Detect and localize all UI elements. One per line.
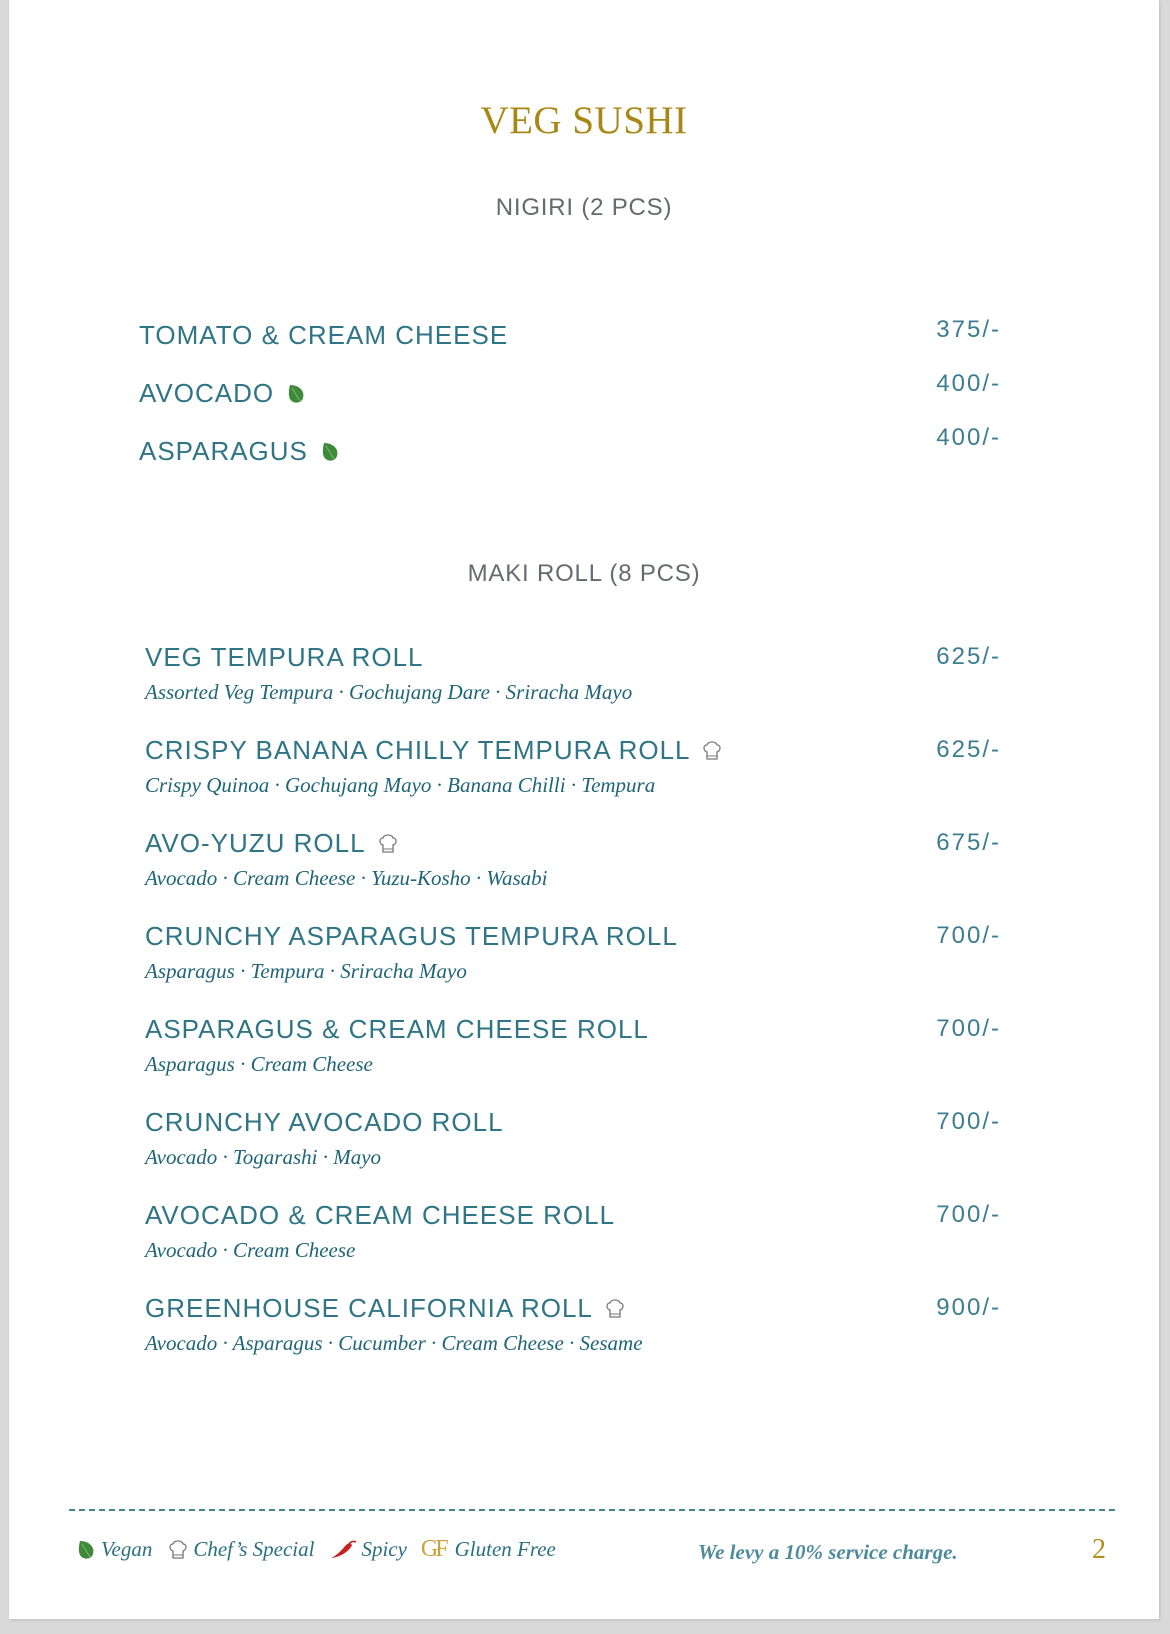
menu-item-name (145, 828, 400, 859)
legend-vegan (74, 1537, 152, 1562)
chili-pepper-icon (328, 1538, 358, 1562)
menu-item-name (139, 320, 508, 351)
legend-spicy (328, 1537, 406, 1562)
menu-item-price: 675/- (936, 829, 1001, 856)
section-heading-maki: MAKI ROLL (8 PCS) (467, 560, 701, 587)
vegan-leaf-icon (318, 440, 342, 464)
menu-item-price: 375/- (936, 316, 1001, 343)
menu-item-name (145, 921, 678, 952)
item-name-text: AVO-YUZU ROLL (145, 828, 366, 858)
menu-item-price: 400/- (936, 424, 1001, 451)
legend-label: Gluten Free (454, 1537, 556, 1561)
item-name-text: VEG TEMPURA ROLL (145, 642, 424, 672)
legend-gluten-free (421, 1536, 556, 1563)
menu-item-description: Assorted Veg Tempura · Gochujang Dare · Sriracha Mayo (145, 680, 633, 704)
menu-item-description: Asparagus · Tempura · Sriracha Mayo (145, 959, 467, 983)
vegan-leaf-icon (284, 382, 308, 406)
menu-item-price: 700/- (936, 922, 1001, 949)
item-name-text: GREENHOUSE CALIFORNIA ROLL (145, 1293, 593, 1323)
item-name-text: ASPARAGUS & CREAM CHEESE ROLL (145, 1014, 649, 1044)
menu-item-description: Avocado · Asparagus · Cucumber · Cream Cheese · Sesame (145, 1331, 643, 1355)
item-name-text: CRUNCHY AVOCADO ROLL (145, 1107, 504, 1137)
menu-item-name (145, 642, 424, 673)
menu-item-price: 900/- (936, 1294, 1001, 1321)
menu-item-price: 700/- (936, 1108, 1001, 1135)
menu-item-name (145, 1200, 615, 1231)
menu-item-name (145, 1107, 504, 1138)
legend-label: Spicy (361, 1537, 407, 1561)
item-name-text: AVOCADO (139, 378, 275, 408)
gluten-free-icon: GF (420, 1536, 446, 1562)
legend-chef-special (166, 1537, 314, 1562)
menu-item-description: Avocado · Togarashi · Mayo (145, 1145, 382, 1169)
menu-item-price: 700/- (936, 1201, 1001, 1228)
item-name-text: ASPARAGUS (139, 436, 308, 466)
menu-item-name (139, 436, 342, 467)
menu-item-price: 625/- (936, 736, 1001, 763)
menu-item-description: Avocado · Cream Cheese · Yuzu-Kosho · Wasabi (145, 866, 548, 890)
menu-item-price: 625/- (936, 643, 1001, 670)
item-name-text: TOMATO & CREAM CHEESE (139, 320, 509, 350)
menu-item-name (139, 378, 308, 409)
menu-page (9, 0, 1159, 1619)
page-number: 2 (1092, 1534, 1106, 1565)
menu-item-description: Crispy Quinoa · Gochujang Mayo · Banana Chilli · Tempura (145, 773, 656, 797)
menu-item-description: Asparagus · Cream Cheese (145, 1052, 373, 1076)
chef-hat-icon (603, 1297, 627, 1321)
chef-hat-icon (700, 739, 724, 763)
chef-hat-icon (166, 1538, 190, 1562)
vegan-leaf-icon (74, 1538, 98, 1562)
chef-hat-icon (376, 832, 400, 856)
service-charge-note: We levy a 10% service charge. (698, 1540, 958, 1564)
menu-item-name (145, 735, 724, 766)
menu-item-name (145, 1293, 627, 1324)
page-title: VEG SUSHI (480, 99, 688, 142)
item-name-text: AVOCADO & CREAM CHEESE ROLL (145, 1200, 616, 1230)
menu-item-name (145, 1014, 649, 1045)
footer-divider (69, 1509, 1115, 1511)
menu-item-price: 400/- (936, 370, 1001, 397)
item-name-text: CRISPY BANANA CHILLY TEMPURA ROLL (145, 735, 691, 765)
legend-label: Vegan (101, 1537, 153, 1561)
item-name-text: CRUNCHY ASPARAGUS TEMPURA ROLL (145, 921, 678, 951)
legend-label: Chef’s Special (193, 1537, 315, 1561)
menu-item-description: Avocado · Cream Cheese (145, 1238, 356, 1262)
menu-item-price: 700/- (936, 1015, 1001, 1042)
section-heading-nigiri: NIGIRI (2 PCS) (495, 194, 673, 221)
icon-legend (74, 1536, 570, 1563)
